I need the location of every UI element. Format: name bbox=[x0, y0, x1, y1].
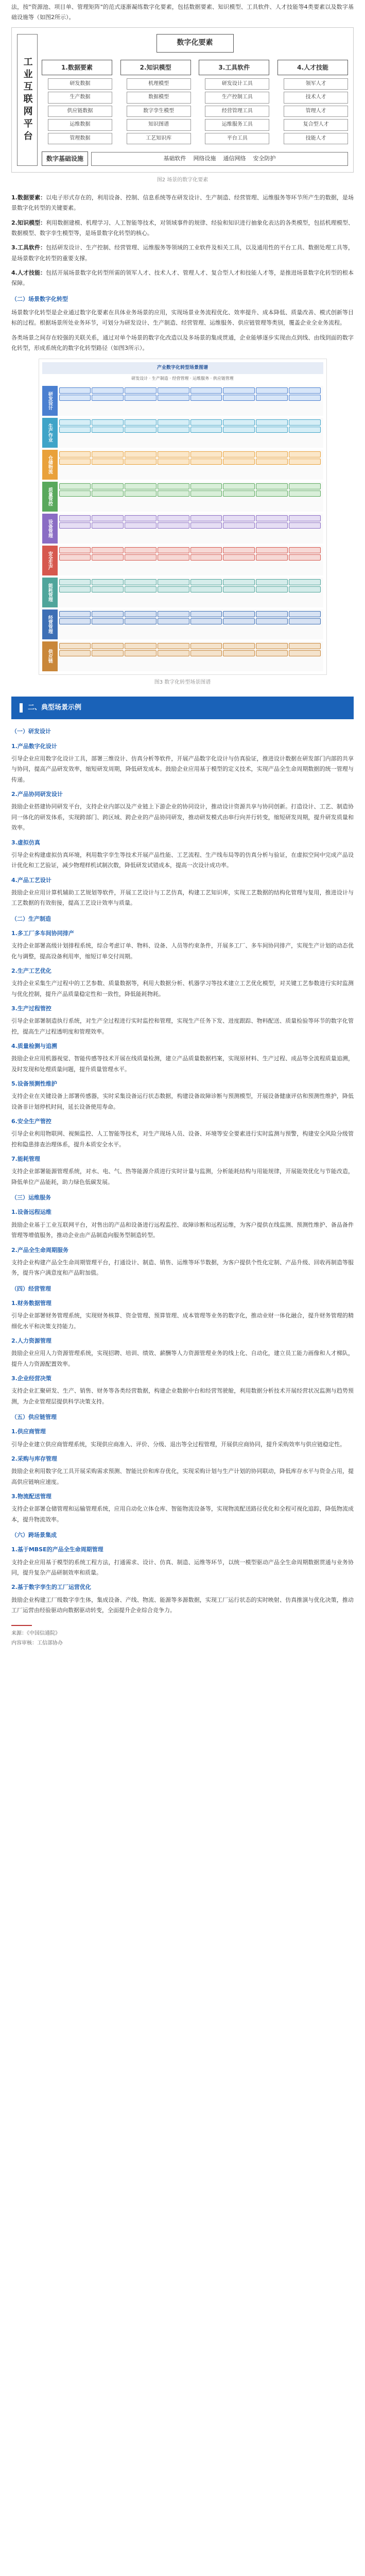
diagram-columns bbox=[42, 60, 348, 147]
scenario-cell bbox=[92, 586, 124, 592]
scenario-cell bbox=[158, 643, 189, 649]
scenario-cell bbox=[289, 427, 321, 433]
body-paragraph: 支持企业构建产品全生命周期管理平台，打通设计、制造、销售、运维等环节数据，为客户提供个性化定制、产品升级、回收再制造等服务，提升客户满意度和产品附加值。 bbox=[11, 1259, 354, 1277]
scenario-row-cells bbox=[58, 450, 323, 480]
body-paragraph: 引导企业部署制造执行系统，对生产全过程进行实时监控和管理，实现生产任务下发、进度跟踪、物料配送、质量检验等环节的数字化管控，提高生产过程透明度和管理效率。 bbox=[11, 1018, 354, 1035]
scenario-cell bbox=[92, 643, 124, 649]
scenario-cell bbox=[125, 611, 157, 617]
scenario-cell bbox=[256, 554, 288, 561]
scenario-cell bbox=[125, 387, 157, 394]
scenario-row-label: 安全生产 bbox=[42, 546, 58, 575]
scenario-cell bbox=[92, 427, 124, 433]
body-paragraph: 场景数字化转型是企业通过数字化要素在具体业务场景的应用，实现场景业务流程优化、效率提升、成本降低、质量改善、模式创新等目标的过程。根据场景所处业务环节，可划分为研发设计、生产制造、经营管理、运维服务、供应链管理等类别，覆盖企业全业务流程。 bbox=[11, 309, 354, 327]
band-title: 二、典型场景示例 bbox=[28, 704, 82, 712]
element-text: 包括开展场景数字化转型所需的领军人才、技术人才、管理人才、复合型人才和技能人才等，是推进场景数字化转型的根本保障。 bbox=[11, 269, 354, 287]
scenario-cell bbox=[289, 387, 321, 394]
scenario-cell bbox=[256, 611, 288, 617]
scenario-cell bbox=[190, 522, 222, 529]
scenario-cell bbox=[289, 419, 321, 426]
scenario-cell bbox=[59, 618, 91, 624]
subsection-heading: （六）跨场景集成 bbox=[11, 1532, 57, 1539]
scenario-cell bbox=[223, 451, 255, 457]
scenario-cell bbox=[289, 611, 321, 617]
element-column bbox=[120, 60, 191, 147]
scenario-cell bbox=[223, 650, 255, 656]
scenario-cell bbox=[92, 650, 124, 656]
scenario-cell bbox=[92, 522, 124, 529]
scenario-content bbox=[11, 726, 354, 1616]
footer-divider bbox=[11, 1625, 32, 1626]
scenario-heading: 1.财务数据管理 bbox=[11, 1299, 51, 1307]
scenario-cell bbox=[289, 579, 321, 585]
scenario-cell bbox=[92, 419, 124, 426]
scenario-cell bbox=[59, 579, 91, 585]
scenario-cell bbox=[256, 427, 288, 433]
elements-list bbox=[11, 193, 354, 289]
scenario-row-label: 经营管理 bbox=[42, 609, 58, 639]
scenario-cell bbox=[125, 419, 157, 426]
scenario-row-cells bbox=[58, 578, 323, 607]
scenario-cell bbox=[92, 490, 124, 497]
scenario-row-cells bbox=[58, 641, 323, 671]
element-item: 数字孪生模型 bbox=[127, 106, 191, 117]
element-item: 知识图谱 bbox=[127, 119, 191, 131]
subsection-heading: （一）研发设计 bbox=[11, 728, 51, 735]
platform-label: 工业互联网平台 bbox=[17, 34, 38, 166]
scenario-map-title: 产业数字化转型场景图谱 bbox=[42, 362, 323, 374]
scenario-cell bbox=[158, 395, 189, 401]
element-item: 运维数据 bbox=[48, 119, 112, 131]
footer-source: 来源：《中国信通院》 bbox=[11, 1631, 60, 1637]
scenario-cell bbox=[59, 419, 91, 426]
element-item: 平台工具 bbox=[205, 133, 269, 145]
subsection-heading: （五）供应链管理 bbox=[11, 1413, 57, 1420]
scenario-cell bbox=[92, 451, 124, 457]
scenario-cell bbox=[59, 643, 91, 649]
scenario-cell bbox=[125, 618, 157, 624]
scenario-cell bbox=[256, 451, 288, 457]
scenario-cell bbox=[59, 586, 91, 592]
scenario-cell bbox=[223, 579, 255, 585]
element-column-head: 4.人才技能 bbox=[277, 60, 348, 75]
element-lead: 3.工具软件： bbox=[11, 244, 46, 251]
scenario-heading: 2.产品全生命周期服务 bbox=[11, 1246, 68, 1253]
element-item: 管理人才 bbox=[284, 106, 348, 117]
scenario-cell bbox=[92, 618, 124, 624]
scenario-cell bbox=[223, 483, 255, 489]
scenario-cell bbox=[256, 579, 288, 585]
element-lead: 2.知识模型： bbox=[11, 219, 46, 226]
scenario-cell bbox=[190, 387, 222, 394]
scenario-cell bbox=[158, 586, 189, 592]
scenario-cell bbox=[256, 618, 288, 624]
scenario-cell bbox=[190, 579, 222, 585]
element-item: 研发设计工具 bbox=[205, 78, 269, 90]
scenario-cell bbox=[223, 611, 255, 617]
subsection-heading: （三）运维服务 bbox=[11, 1194, 51, 1201]
body-paragraph: 鼓励企业基于工业互联网平台，对售出的产品和设备进行远程监控、故障诊断和远程运维，为客户提供在线监测、预测性维护、备品备件管理等增值服务，推动企业由产品制造向服务型制造转型。 bbox=[11, 1221, 354, 1239]
scenario-cell bbox=[125, 586, 157, 592]
scenario-heading: 7.能耗管理 bbox=[11, 1156, 40, 1163]
scenario-cell bbox=[223, 387, 255, 394]
scenario-cell bbox=[289, 643, 321, 649]
scenario-cell bbox=[59, 547, 91, 553]
element-item: 机理模型 bbox=[127, 78, 191, 90]
body-paragraph: 支持企业在关键设备上部署传感器，实时采集设备运行状态数据，构建设备故障诊断与预测模型，开展设备健康评估和预测性维护，降低设备非计划停机时间，延长设备使用寿命。 bbox=[11, 1093, 354, 1110]
scenario-row-label: 研发设计 bbox=[42, 386, 58, 416]
scenario-cell bbox=[158, 459, 189, 465]
infrastructure-item: 基础软件 bbox=[163, 155, 186, 162]
section-heading: （二）场景数字化转型 bbox=[11, 295, 68, 302]
body-paragraph: 支持企业汇聚研发、生产、销售、财务等各类经营数据，构建企业数据中台和经营驾驶舱，利用数据分析技术开展经营状况监测与趋势预测，为企业管理层提供科学决策支持。 bbox=[11, 1387, 354, 1405]
scenario-cell bbox=[92, 387, 124, 394]
scenario-cell bbox=[158, 522, 189, 529]
element-item: 数据模型 bbox=[127, 92, 191, 104]
body-paragraph: 支持企业采集生产过程中的工艺参数、质量数据等，利用大数据分析、机器学习等技术建立工艺优化模型，对关键工艺参数进行实时监测与优化控制，提升产品质量稳定性和一致性，降低能耗物耗。 bbox=[11, 980, 354, 997]
scenario-cell bbox=[125, 579, 157, 585]
scenario-heading: 1.基于MBSE的产品全生命周期管理 bbox=[11, 1546, 103, 1553]
scenario-cell bbox=[125, 547, 157, 553]
scenario-cell bbox=[256, 643, 288, 649]
scenario-row bbox=[42, 641, 323, 671]
infrastructure-item: 网络设施 bbox=[193, 155, 216, 162]
scenario-map-subtitle: 研发设计 · 生产制造 · 经营管理 · 运维服务 · 供应链管理 bbox=[131, 376, 234, 381]
scenario-cell bbox=[158, 451, 189, 457]
element-paragraph bbox=[11, 243, 354, 264]
scenario-row-label: 生产作业 bbox=[42, 418, 58, 448]
body-paragraph: 引导企业应用数字化设计工具，部署三维设计、仿真分析等软件，开展产品数字化设计与仿真验证，推进设计数据在研发部门内部的共享与协同，提高产品研发效率，缩短研发周期，降低研发成本。鼓励企业应用基于模型的定义技术，实现产品全生命周期数据的统一管理与传递。 bbox=[11, 755, 354, 783]
scenario-heading: 5.设备预测性维护 bbox=[11, 1080, 57, 1088]
scenario-row bbox=[42, 514, 323, 544]
scenario-cell bbox=[158, 419, 189, 426]
scenario-heading: 3.虚拟仿真 bbox=[11, 839, 40, 846]
scenario-cell bbox=[59, 522, 91, 529]
scenario-cell bbox=[92, 611, 124, 617]
scenario-cell bbox=[92, 515, 124, 521]
body-paragraph: 支持企业部署高级计划排程系统，综合考虑订单、物料、设备、人员等约束条件，开展多工厂、多车间协同排产，实现生产计划的动态优化与调整，提高设备利用率，缩短订单交付周期。 bbox=[11, 942, 354, 960]
element-item: 生产数据 bbox=[48, 92, 112, 104]
scenario-cell bbox=[289, 490, 321, 497]
element-item: 研发数据 bbox=[48, 78, 112, 90]
element-text: 以电子形式存在的，利用设备、控制、信息系统等在研发设计、生产制造、经营管理、运维服务等环节所产生的数据，是场景数字化转型的关键要素。 bbox=[11, 194, 354, 212]
scenario-row bbox=[42, 546, 323, 575]
scenario-cell bbox=[59, 483, 91, 489]
scenario-heading: 2.基于数字孪生的工厂运营优化 bbox=[11, 1584, 91, 1591]
scenario-cell bbox=[92, 554, 124, 561]
body-paragraph: 鼓励企业利用数字化工具开展采购需求预测、智能比价和库存优化，实现采购计划与生产计划的协同联动，降低库存水平与资金占用，提高供应链响应速度。 bbox=[11, 1468, 354, 1485]
body-paragraph: 鼓励企业应用计算机辅助工艺规划等软件，开展工艺设计与工艺仿真，构建工艺知识库，实现工艺数据的结构化管理与复用，推进设计与工艺数据的有效衔接，提高工艺设计效率与质量。 bbox=[11, 889, 354, 907]
scenario-cell bbox=[92, 547, 124, 553]
scenario-cell bbox=[256, 522, 288, 529]
scenario-row-label: 供应链 bbox=[42, 641, 58, 671]
scenario-cell bbox=[289, 547, 321, 553]
element-lead: 4.人才技能： bbox=[11, 269, 46, 277]
scenario-cell bbox=[59, 451, 91, 457]
subsection-heading: （二）生产制造 bbox=[11, 915, 51, 922]
scenario-cell bbox=[59, 554, 91, 561]
scenario-cell bbox=[289, 586, 321, 592]
scenario-heading: 2.生产工艺优化 bbox=[11, 967, 51, 974]
scenario-heading: 4.质量检测与追溯 bbox=[11, 1043, 57, 1049]
scenario-cell bbox=[289, 618, 321, 624]
scenario-cell bbox=[190, 618, 222, 624]
scenario-cell bbox=[190, 427, 222, 433]
scenario-cell bbox=[223, 618, 255, 624]
scenario-cell bbox=[158, 490, 189, 497]
scenario-row-label: 质量管控 bbox=[42, 482, 58, 512]
scenario-heading: 3.生产过程管控 bbox=[11, 1005, 51, 1012]
scenario-cell bbox=[125, 490, 157, 497]
scenario-cell bbox=[59, 395, 91, 401]
scenario-cell bbox=[223, 522, 255, 529]
scenario-cell bbox=[158, 611, 189, 617]
body-paragraph: 鼓励企业应用人力资源管理系统，实现招聘、培训、绩效、薪酬等人力资源管理业务的线上化、自动化，建立员工能力画像和人才梯队，提升人力资源配置效率。 bbox=[11, 1350, 354, 1367]
element-item: 工艺知识库 bbox=[127, 133, 191, 145]
scenario-cell bbox=[125, 427, 157, 433]
scenario-cell bbox=[125, 650, 157, 656]
element-item: 运维服务工具 bbox=[205, 119, 269, 131]
scenario-cell bbox=[223, 419, 255, 426]
scenario-cell bbox=[289, 395, 321, 401]
body-paragraph: 鼓励企业搭建协同研发平台，支持企业内部以及产业链上下游企业的协同设计，推动设计资源共享与协同创新。打造设计、工艺、制造协同一体化的研发体系，实现跨部门、跨区域、跨企业的产品协同研发，推动研发模式由串行向并行转变，缩短研发周期，提升研发质量和效率。 bbox=[11, 803, 354, 832]
element-item: 生产控制工具 bbox=[205, 92, 269, 104]
figure-caption: 图2 场景的数字化要素 bbox=[157, 177, 208, 183]
scenario-cell bbox=[190, 395, 222, 401]
scenario-cell bbox=[256, 459, 288, 465]
infrastructure-item: 通信网络 bbox=[223, 155, 246, 162]
element-item: 经营管理工具 bbox=[205, 106, 269, 117]
scenario-cell bbox=[59, 650, 91, 656]
article-footer bbox=[11, 1625, 354, 1648]
scenario-cell bbox=[190, 515, 222, 521]
footer-editor: 内容审核：工信部协办 bbox=[11, 1640, 63, 1646]
scenario-cell bbox=[256, 419, 288, 426]
scenario-row-cells bbox=[58, 609, 323, 639]
scenario-heading: 3.物流配送管理 bbox=[11, 1493, 51, 1500]
element-item: 复合型人才 bbox=[284, 119, 348, 131]
scenario-row bbox=[42, 418, 323, 448]
scenario-cell bbox=[190, 611, 222, 617]
scenario-heading: 2.人力资源管理 bbox=[11, 1337, 51, 1344]
element-item: 技术人才 bbox=[284, 92, 348, 104]
scenario-row bbox=[42, 450, 323, 480]
scenario-cell bbox=[256, 490, 288, 497]
scenario-cell bbox=[158, 483, 189, 489]
scenario-cell bbox=[158, 650, 189, 656]
scenario-cell bbox=[256, 586, 288, 592]
scenario-row bbox=[42, 386, 323, 416]
element-column bbox=[277, 60, 348, 147]
scenario-cell bbox=[158, 387, 189, 394]
infrastructure-row bbox=[42, 151, 348, 166]
scenario-cell bbox=[190, 643, 222, 649]
scenario-cell bbox=[125, 522, 157, 529]
scenario-cell bbox=[223, 643, 255, 649]
scenario-cell bbox=[223, 427, 255, 433]
element-column bbox=[42, 60, 112, 147]
scenario-cell bbox=[256, 387, 288, 394]
scenario-cell bbox=[223, 395, 255, 401]
scenario-cell bbox=[125, 459, 157, 465]
scenario-cell bbox=[59, 387, 91, 394]
element-text: 包括研发设计、生产控制、经营管理、运维服务等领域的工业软件及相关工具，以及通用性的平台工具、数据处理工具等，是场景数字化转型的重要支撑。 bbox=[11, 244, 354, 262]
element-item: 管理数据 bbox=[48, 133, 112, 145]
scenario-cell bbox=[223, 586, 255, 592]
infrastructure-label: 数字基础设施 bbox=[42, 151, 88, 166]
diagram-root-node: 数字化要素 bbox=[157, 34, 234, 53]
scenario-cell bbox=[190, 547, 222, 553]
scenario-cell bbox=[223, 515, 255, 521]
scenario-heading: 6.安全生产管控 bbox=[11, 1118, 51, 1125]
scenario-cell bbox=[92, 395, 124, 401]
scenario-row-label: 设备管理 bbox=[42, 514, 58, 544]
body-paragraph: 引导企业建立供应商管理系统，实现供应商准入、评价、分级、退出等全过程管理，开展供应商协同，提升采购效率与供应链稳定性。 bbox=[11, 1440, 345, 1448]
element-column-head: 2.知识模型 bbox=[120, 60, 191, 75]
scenario-cell bbox=[190, 451, 222, 457]
scenario-heading: 3.企业经营决策 bbox=[11, 1375, 51, 1382]
scenario-cell bbox=[223, 459, 255, 465]
scenario-map-rows bbox=[42, 386, 323, 671]
scenario-cell bbox=[256, 650, 288, 656]
element-text: 利用数据建模、机理学习、人工智能等技术，对领域事件的规律、经验和知识进行抽象化表达的各类模型，包括机理模型、数据模型、数字孪生模型等，是场景数字化转型的核心。 bbox=[11, 219, 354, 236]
scenario-cell bbox=[92, 579, 124, 585]
body-paragraph: 支持企业部署仓储管理和运输管理系统，应用自动化立体仓库、智能物流设备等，实现物流配送路径优化和全程可视化追踪，降低物流成本，提升物流效率。 bbox=[11, 1505, 354, 1523]
scenario-cell bbox=[158, 427, 189, 433]
scenario-heading: 2.产品协同研发设计 bbox=[11, 791, 63, 798]
scenario-cell bbox=[223, 490, 255, 497]
body-paragraph: 支持企业应用基于模型的系统工程方法，打通需求、设计、仿真、制造、运维等环节，以统一模型驱动产品全生命周期数据贯通与业务协同，提升复杂产品研制效率和质量。 bbox=[11, 1558, 354, 1577]
scenario-cell bbox=[190, 483, 222, 489]
element-column-head: 3.工具软件 bbox=[199, 60, 269, 75]
element-item: 技能人才 bbox=[284, 133, 348, 145]
scenario-cell bbox=[125, 451, 157, 457]
scenario-cell bbox=[190, 650, 222, 656]
scenario-heading: 1.供应商管理 bbox=[11, 1428, 46, 1435]
scenario-cell bbox=[289, 522, 321, 529]
scenario-row-cells bbox=[58, 418, 323, 448]
scenario-cell bbox=[158, 618, 189, 624]
scenario-row-cells bbox=[58, 514, 323, 544]
scenario-cell bbox=[59, 611, 91, 617]
scenario-cell bbox=[289, 554, 321, 561]
scenario-cell bbox=[256, 395, 288, 401]
scenario-cell bbox=[92, 459, 124, 465]
scenario-cell bbox=[289, 515, 321, 521]
scenario-cell bbox=[125, 554, 157, 561]
scenario-cell bbox=[125, 395, 157, 401]
scenario-cell bbox=[190, 419, 222, 426]
figure-caption: 图3 数字化转型场景图谱 bbox=[154, 679, 211, 685]
scenario-cell bbox=[158, 515, 189, 521]
scenario-cell bbox=[223, 547, 255, 553]
intro-paragraph: 法，按"资源池、项目单、管理矩阵"的范式逐渐凝练数字化要素，包括数据要素、知识模型、工具软件、人才技能等4类要素以及数字基础设施等（如图2所示）。 bbox=[11, 4, 354, 21]
scenario-cell bbox=[158, 547, 189, 553]
scenario-cell bbox=[289, 650, 321, 656]
scenario-row-label: 能耗管理 bbox=[42, 578, 58, 607]
scenario-cell bbox=[158, 579, 189, 585]
element-paragraph bbox=[11, 218, 354, 239]
scenario-cell bbox=[59, 515, 91, 521]
section-band bbox=[11, 697, 354, 719]
scenario-cell bbox=[158, 554, 189, 561]
element-paragraph bbox=[11, 193, 354, 214]
scenario-cell bbox=[190, 459, 222, 465]
scenario-cell bbox=[125, 515, 157, 521]
subsection-heading: （四）经营管理 bbox=[11, 1285, 51, 1292]
scenario-map-diagram bbox=[39, 359, 327, 674]
band-accent bbox=[20, 703, 23, 713]
body-paragraph: 各类场景之间存在较强的关联关系，通过对单个场景的数字化改造以及多场景的集成贯通，企业能够逐步实现由点到线、由线到面的数字化转型，形成系统化的数字化转型路径（如图3所示）。 bbox=[11, 334, 354, 352]
scenario-row-cells bbox=[58, 482, 323, 512]
body-paragraph: 鼓励企业构建工厂级数字孪生体，集成设备、产线、物流、能源等多源数据，实现工厂运行状态的实时映射、仿真推演与优化决策，推动工厂运营由经验驱动向数据驱动转变，全面提升企业综合竞争力。 bbox=[11, 1596, 354, 1614]
scenario-heading: 1.产品数字化设计 bbox=[11, 742, 57, 750]
scenario-cell bbox=[289, 459, 321, 465]
scenario-cell bbox=[190, 490, 222, 497]
scenario-heading: 2.采购与库存管理 bbox=[11, 1455, 57, 1462]
element-item: 领军人才 bbox=[284, 78, 348, 90]
scenario-heading: 1.多工厂多车间协同排产 bbox=[11, 929, 74, 937]
scenario-row-cells bbox=[58, 386, 323, 416]
body-paragraph: 引导企业利用物联网、视频监控、人工智能等技术，对生产现场人员、设备、环境等安全要素进行实时监测与预警，构建安全风险分级管控和隐患排查治理体系，提升本质安全水平。 bbox=[11, 1130, 354, 1148]
scenario-cell bbox=[256, 483, 288, 489]
scenario-cell bbox=[92, 483, 124, 489]
scenario-row-cells bbox=[58, 546, 323, 575]
element-lead: 1.数据要素： bbox=[11, 194, 46, 201]
scenario-cell bbox=[289, 451, 321, 457]
body-paragraph: 引导企业部署财务管理系统，实现财务核算、资金管理、预算管理、成本管理等业务的数字化，推动业财一体化融合，提升财务管理的精细化水平和决策支持能力。 bbox=[11, 1312, 354, 1330]
scenario-row-label: 仓储物流 bbox=[42, 450, 58, 480]
scenario-cell bbox=[256, 547, 288, 553]
scenario-heading: 1.设备远程运维 bbox=[11, 1209, 51, 1216]
scenario-cell bbox=[125, 643, 157, 649]
scenario-cell bbox=[59, 427, 91, 433]
scenario-cell bbox=[59, 490, 91, 497]
digital-elements-diagram bbox=[11, 27, 354, 173]
scenario-cell bbox=[223, 554, 255, 561]
scenario-heading: 4.产品工艺设计 bbox=[11, 876, 51, 884]
scenario-cell bbox=[125, 483, 157, 489]
scenario-cell bbox=[190, 554, 222, 561]
body-paragraph: 引导企业构建虚拟仿真环境，利用数字孪生等技术开展产品性能、工艺流程、生产线布局等的仿真分析与验证，在虚拟空间中完成产品设计优化和工艺验证，减少物理样机试制次数，降低研发试错成本，提高一次设计成功率。 bbox=[11, 851, 354, 869]
infrastructure-items bbox=[91, 152, 348, 165]
element-paragraph bbox=[11, 268, 354, 289]
infrastructure-item: 安全防护 bbox=[253, 155, 276, 162]
body-paragraph: 鼓励企业应用机器视觉、智能传感等技术开展在线质量检测，建立产品质量数据档案，实现原材料、生产过程、成品等全流程质量追溯，及时发现和处理质量问题，提升质量管理水平。 bbox=[11, 1055, 354, 1073]
body-paragraph: 支持企业部署能源管理系统，对水、电、气、热等能源介质进行实时计量与监测，分析能耗结构与用能规律，开展能效优化与节能改造，降低单位产品能耗，助力绿色低碳发展。 bbox=[11, 1168, 354, 1185]
element-item: 供应链数据 bbox=[48, 106, 112, 117]
scenario-row bbox=[42, 578, 323, 607]
scenario-row bbox=[42, 609, 323, 639]
element-column bbox=[199, 60, 269, 147]
scenario-cell bbox=[59, 459, 91, 465]
scenario-cell bbox=[190, 586, 222, 592]
intro-section bbox=[11, 0, 354, 23]
element-column-head: 1.数据要素 bbox=[42, 60, 112, 75]
scenario-row bbox=[42, 482, 323, 512]
diagram-main bbox=[42, 34, 348, 166]
scenario-cell bbox=[256, 515, 288, 521]
scenario-cell bbox=[289, 483, 321, 489]
